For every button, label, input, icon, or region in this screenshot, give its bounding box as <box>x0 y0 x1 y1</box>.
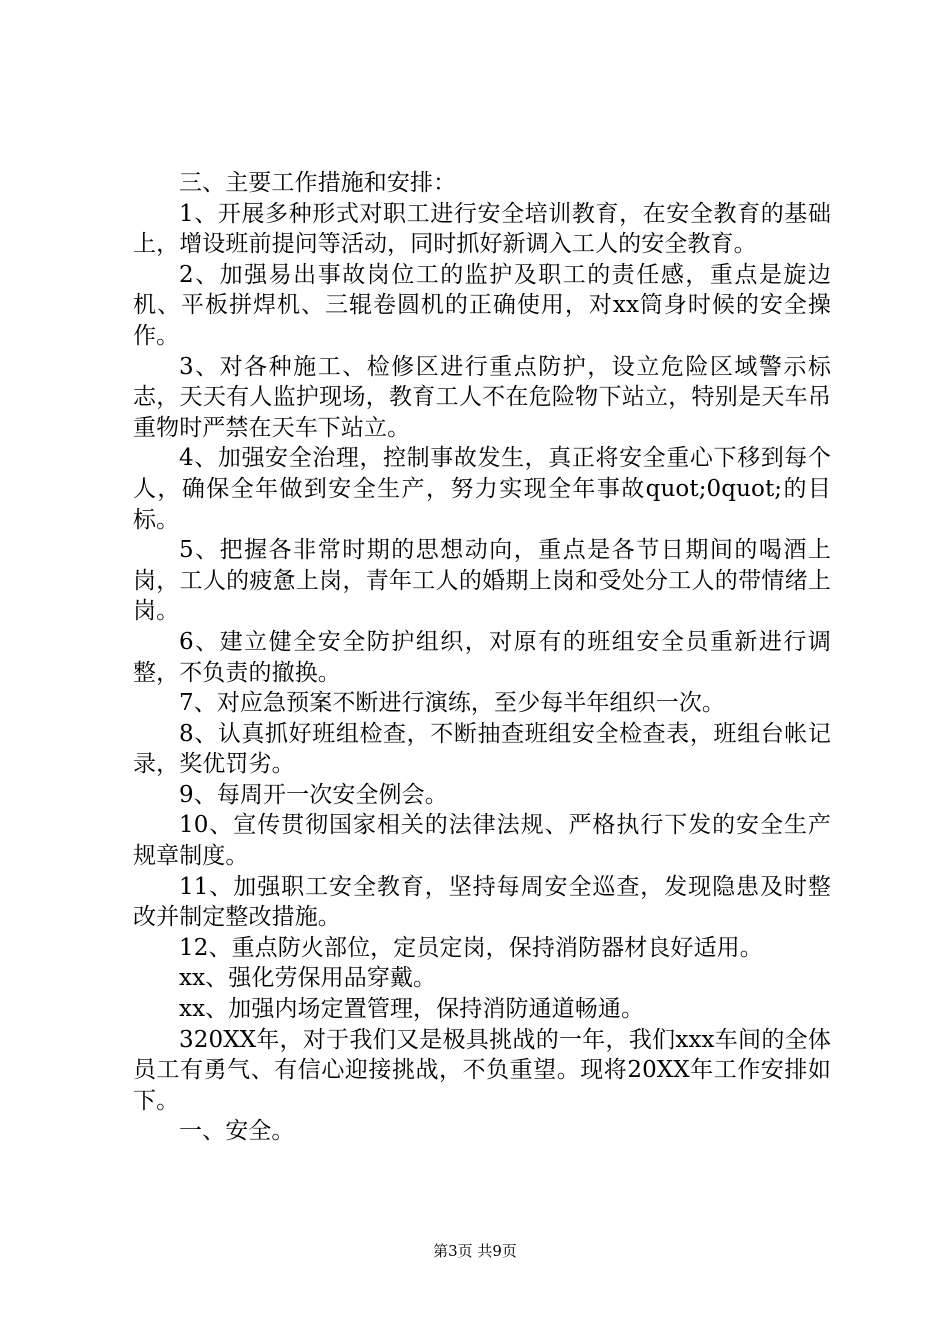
measure-item-1: 1、开展多种形式对职工进行安全培训教育，在安全教育的基础上，增设班前提问等活动，同时抓好新调入工人的安全教育。 <box>133 200 831 258</box>
measure-item-6: 6、建立健全安全防护组织，对原有的班组安全员重新进行调整，不负责的撤换。 <box>133 628 831 686</box>
measure-item-10: 10、宣传贯彻国家相关的法律法规、严格执行下发的安全生产规章制度。 <box>133 812 831 870</box>
section-heading: 三、主要工作措施和安排： <box>179 170 457 196</box>
measure-item-3: 3、对各种施工、检修区进行重点防护，设立危险区域警示标志，天天有人监护现场，教育工人不在危险物下站立，特别是天车吊重物时严禁在天车下站立。 <box>133 353 831 441</box>
plan-intro-paragraph: 320XX年，对于我们又是极具挑战的一年，我们xxx车间的全体员工有勇气、有信心迎接挑战，不负重望。现将20XX年工作安排如下。 <box>133 1026 831 1114</box>
measure-item-13: xx、强化劳保用品穿戴。 <box>179 965 437 992</box>
measure-item-2: 2、加强易出事故岗位工的监护及职工的责任感，重点是旋边机、平板拼焊机、三辊卷圆机的正确使用，对xx筒身时候的安全操作。 <box>133 261 831 349</box>
measure-item-9: 9、每周开一次安全例会。 <box>179 781 448 808</box>
measure-item-8: 8、认真抓好班组检查，不断抽查班组安全检查表，班组台帐记录，奖优罚劣。 <box>133 720 831 778</box>
measure-item-11: 11、加强职工安全教育，坚持每周安全巡查，发现隐患及时整改并制定整改措施。 <box>133 873 831 931</box>
measure-item-4: 4、加强安全治理，控制事故发生，真正将安全重心下移到每个人，确保全年做到安全生产，努力实现全年事故quot;0quot;的目标。 <box>133 445 831 533</box>
document-body <box>133 168 831 1147</box>
subsection-heading: 一、安全。 <box>179 1118 295 1145</box>
page-number-footer: 第3页 共9页 <box>433 1242 517 1260</box>
measure-item-7: 7、对应急预案不断进行演练，至少每半年组织一次。 <box>179 690 726 717</box>
measure-item-12: 12、重点防火部位，定员定岗，保持消防器材良好适用。 <box>179 934 763 961</box>
measure-item-5: 5、把握各非常时期的思想动向，重点是各节日期间的喝酒上岗，工人的疲惫上岗，青年工人的婚期上岗和受处分工人的带情绪上岗。 <box>133 537 831 625</box>
measure-item-14: xx、加强内场定置管理，保持消防通道畅通。 <box>179 996 645 1023</box>
